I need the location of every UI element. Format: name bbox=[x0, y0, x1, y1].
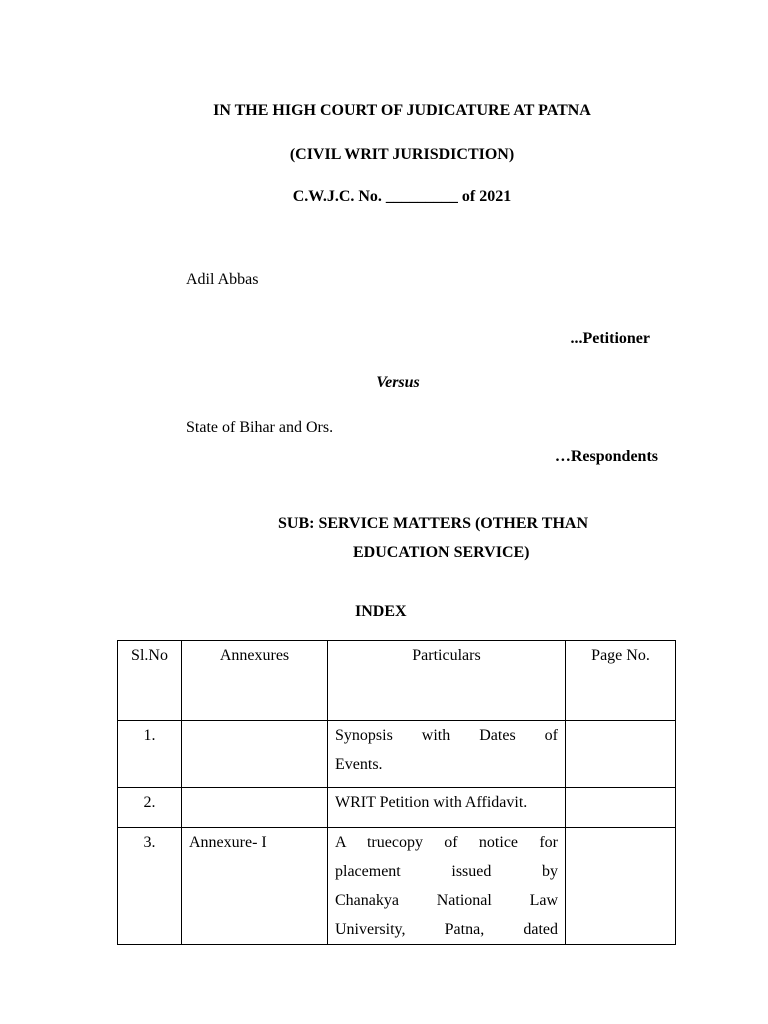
particulars-line: A truecopy of notice for bbox=[335, 834, 558, 851]
column-header-sl-no: Sl.No bbox=[118, 641, 182, 721]
column-header-annexures: Annexures bbox=[182, 641, 328, 721]
index-table bbox=[117, 640, 676, 945]
sl-no-cell: 2. bbox=[118, 788, 182, 828]
particulars-cell bbox=[328, 828, 566, 945]
particulars-line: Synopsis with Dates of bbox=[335, 727, 558, 744]
particulars-line: Events. bbox=[335, 756, 383, 773]
petitioner-name: Adil Abbas bbox=[186, 271, 259, 288]
particulars-line: Chanakya National Law bbox=[335, 892, 558, 909]
court-title: IN THE HIGH COURT OF JUDICATURE AT PATNA bbox=[213, 102, 591, 119]
respondent-name: State of Bihar and Ors. bbox=[186, 419, 334, 436]
annexure-cell: Annexure- I bbox=[182, 828, 328, 945]
table-row bbox=[118, 721, 676, 788]
particulars-cell bbox=[328, 788, 566, 828]
respondent-label: …Respondents bbox=[554, 448, 658, 465]
table-row bbox=[118, 788, 676, 828]
sl-no-cell: 3. bbox=[118, 828, 182, 945]
particulars-line: University, Patna, dated bbox=[335, 921, 558, 938]
particulars-line: placement issued by bbox=[335, 863, 558, 880]
petitioner-label: ...Petitioner bbox=[570, 330, 650, 347]
page-no-cell bbox=[566, 788, 676, 828]
annexure-cell bbox=[182, 788, 328, 828]
particulars-cell bbox=[328, 721, 566, 788]
case-number: C.W.J.C. No. _________ of 2021 bbox=[292, 188, 512, 205]
subject-line-2: EDUCATION SERVICE) bbox=[353, 544, 530, 561]
annexure-cell bbox=[182, 721, 328, 788]
versus-label: Versus bbox=[376, 374, 420, 391]
column-header-particulars: Particulars bbox=[328, 641, 566, 721]
particulars-line: WRIT Petition with Affidavit. bbox=[335, 794, 528, 811]
page-no-cell bbox=[566, 721, 676, 788]
sl-no-cell: 1. bbox=[118, 721, 182, 788]
subject-line-1: SUB: SERVICE MATTERS (OTHER THAN bbox=[278, 515, 589, 532]
jurisdiction-heading: (CIVIL WRIT JURISDICTION) bbox=[289, 146, 515, 163]
index-title: INDEX bbox=[355, 603, 407, 620]
table-row bbox=[118, 828, 676, 945]
page-no-cell bbox=[566, 828, 676, 945]
table-header-row bbox=[118, 641, 676, 721]
column-header-page-no: Page No. bbox=[566, 641, 676, 721]
